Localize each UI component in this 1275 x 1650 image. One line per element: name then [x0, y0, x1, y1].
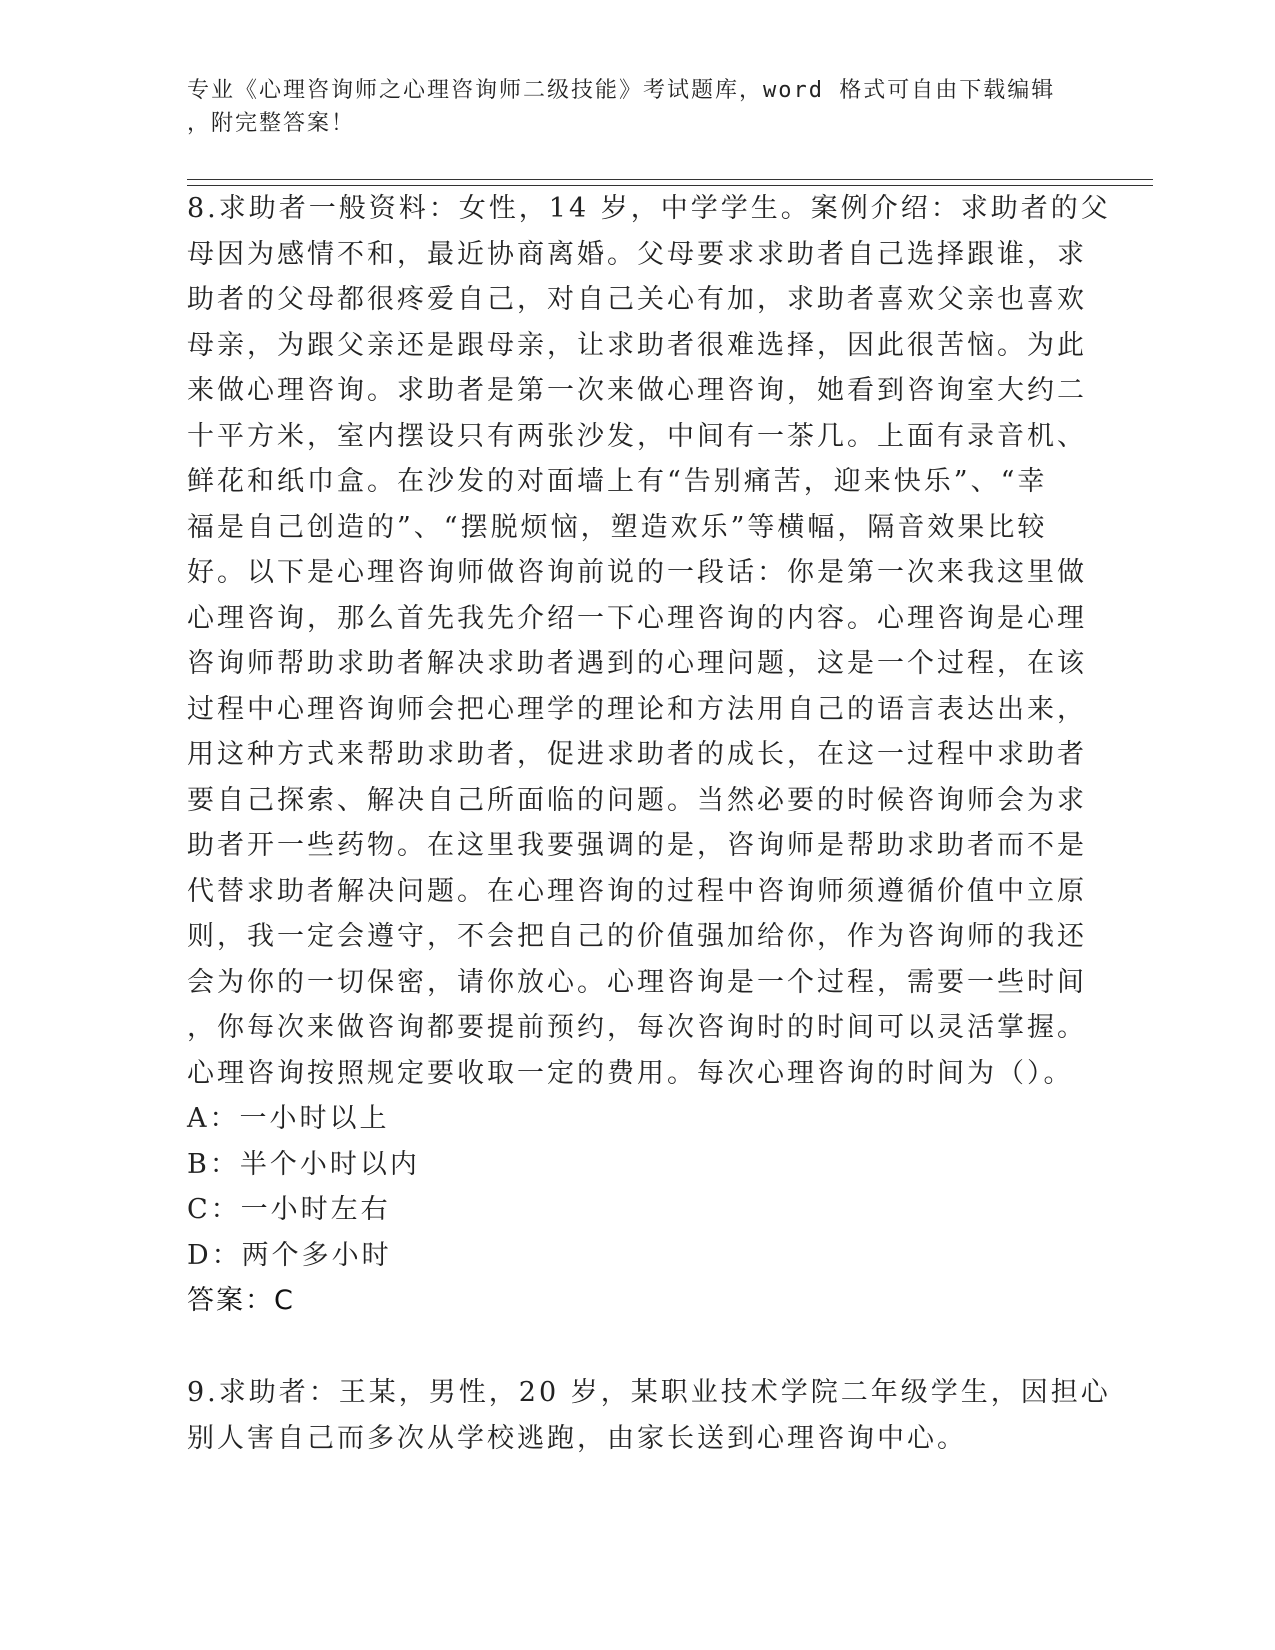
question-8-line: 助者开一些药物。在这里我要强调的是，咨询师是帮助求助者而不是 [187, 830, 1087, 861]
question-8-line: 8.求助者一般资料：女性，14 岁，中学学生。案例介绍：求助者的父 [187, 193, 1111, 224]
question-8-line: 则，我一定会遵守，不会把自己的价值强加给你，作为咨询师的我还 [187, 921, 1087, 952]
question-8-line: 鲜花和纸巾盒。在沙发的对面墙上有“告别痛苦，迎来快乐”、“幸 [187, 466, 1048, 497]
question-9 [187, 1370, 1111, 1461]
question-8-line: 心理咨询按照规定要收取一定的费用。每次心理咨询的时间为（）。 [187, 1057, 1074, 1089]
document-header [187, 74, 1067, 140]
option-d: D：两个多小时 [187, 1239, 392, 1271]
question-8-line: 母因为感情不和，最近协商离婚。父母要求求助者自己选择跟谁，求 [187, 238, 1087, 270]
question-9-line: 别人害自己而多次从学校逃跑，由家长送到心理咨询中心。 [187, 1422, 967, 1454]
header-divider-top [187, 179, 1153, 180]
question-8-line: 母亲，为跟父亲还是跟母亲，让求助者很难选择，因此很苦恼。为此 [187, 329, 1087, 361]
question-8-line: 十平方米，室内摆设只有两张沙发，中间有一茶几。上面有录音机、 [187, 420, 1087, 452]
option-c: C：一小时左右 [187, 1194, 391, 1225]
option-b: B：半个小时以内 [187, 1148, 420, 1180]
question-8 [187, 186, 1111, 1324]
question-8-line: 会为你的一切保密，请你放心。心理咨询是一个过程，需要一些时间 [187, 966, 1087, 998]
question-8-line: 福是自己创造的”、“摆脱烦恼，塑造欢乐”等横幅，隔音效果比较 [187, 511, 1048, 543]
question-8-line: 要自己探索、解决自己所面临的问题。当然必要的时候咨询师会为求 [187, 784, 1087, 816]
question-8-line: 用这种方式来帮助求助者，促进求助者的成长，在这一过程中求助者 [187, 739, 1087, 770]
question-8-line: ，你每次来做咨询都要提前预约，每次咨询时的时间可以灵活掌握。 [187, 1012, 1087, 1043]
header-title-line-1: 专业《心理咨询师之心理咨询师二级技能》考试题库，word 格式可自由下载编辑 [187, 78, 1056, 103]
question-8-line: 助者的父母都很疼爱自己，对自己关心有加，求助者喜欢父亲也喜欢 [187, 284, 1087, 315]
question-9-line: 9.求助者：王某，男性，20 岁，某职业技术学院二年级学生，因担心 [187, 1377, 1111, 1408]
question-8-line: 咨询师帮助求助者解决求助者遇到的心理问题，这是一个过程，在该 [187, 648, 1087, 679]
header-title-line-2: ，附完整答案！ [187, 111, 356, 136]
answer-label: 答案：C [187, 1285, 295, 1316]
question-8-line: 好。以下是心理咨询师做咨询前说的一段话：你是第一次来我这里做 [187, 557, 1087, 588]
question-8-line: 心理咨询，那么首先我先介绍一下心理咨询的内容。心理咨询是心理 [187, 602, 1087, 634]
option-a: A：一小时以上 [187, 1103, 390, 1134]
question-8-line: 来做心理咨询。求助者是第一次来做心理咨询，她看到咨询室大约二 [187, 375, 1087, 406]
question-8-line: 过程中心理咨询师会把心理学的理论和方法用自己的语言表达出来， [187, 693, 1087, 725]
question-8-line: 代替求助者解决问题。在心理咨询的过程中咨询师须遵循价值中立原 [187, 875, 1087, 907]
